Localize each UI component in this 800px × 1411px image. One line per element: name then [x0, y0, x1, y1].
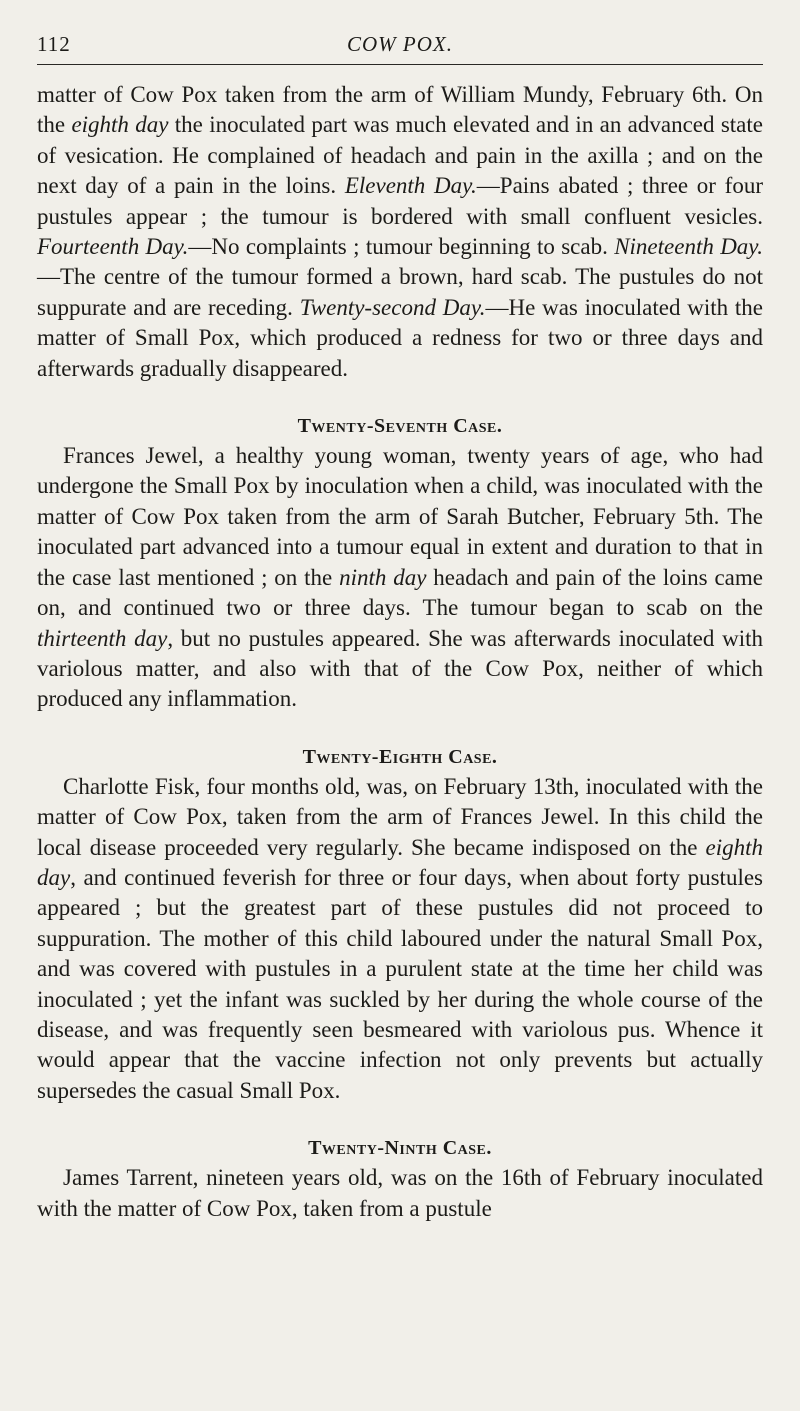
italic-phrase: ninth day: [339, 564, 427, 590]
italic-phrase: Nineteenth Day.: [614, 234, 763, 260]
italic-phrase: eighth day: [71, 112, 169, 138]
running-head: COW POX.: [347, 32, 453, 56]
body-text: [37, 80, 763, 1224]
paragraph: Frances Jewel, a healthy young woman, twenty years of age, who had undergone the Small Pox by inoculation when a child, was inoculated with the matter of Cow Pox taken from the arm of Sarah Butcher, February 5th. The inoculated part advanced into a tumour equal in extent and duration to that in the case last mentioned ; on the ninth day headach and pain of the loins came on, and continued two or three days. The tumour began to scab on the thirteenth day, but no pustules appeared. She was afterwards inoculated with variolous matter, and also with that of the Cow Pox, neither of which produced any inflammation.: [37, 443, 763, 712]
case-heading: Twenty-Seventh Case.: [297, 415, 503, 438]
italic-phrase: thirteenth day: [37, 625, 168, 651]
page-number: 112: [37, 32, 71, 56]
paragraph: James Tarrent, nineteen years old, was on the 16th of February inoculated with the matter of Cow Pox, taken from a pustule: [37, 1165, 763, 1221]
italic-phrase: eighth day: [37, 834, 763, 890]
italic-phrase: Fourteenth Day.: [37, 234, 189, 260]
page-header: [37, 28, 763, 65]
paragraph: Charlotte Fisk, four months old, was, on February 13th, inoculated with the matter of Cow Pox, taken from the arm of Frances Jewel. In this child the local disease proceeded very regularly. She became indisposed on the eighth day, and continued feverish for three or four days, when about forty pustules appeared ; but the greatest part of these pustules did not proceed to suppuration. The mother of this child laboured under the natural Small Pox, and was covered with pustules in a purulent state at the time her child was inoculated ; yet the infant was suckled by her during the whole course of the disease, and was frequently seen besmeared with variolous pus. Whence it would appear that the vaccine infection not only prevents but actually supersedes the casual Small Pox.: [37, 773, 763, 1103]
paragraph: matter of Cow Pox taken from the arm of William Mundy, February 6th. On the eighth day the inoculated part was much elevated and in an advanced state of vesication. He complained of headach and pain in the axilla ; and on the next day of a pain in the loins. Eleventh Day.—Pains abated ; three or four pustules appear ; the tumour is bordered with small confluent vesicles. Fourteenth Day.—No complaints ; tumour beginning to scab. Nineteenth Day.—The centre of the tumour formed a brown, hard scab. The pustules do not suppurate and are receding. Twenty-second Day.—He was inoculated with the matter of Small Pox, which produced a redness for two or three days and afterwards gradually disappeared.: [37, 82, 763, 381]
case-heading: Twenty-Ninth Case.: [308, 1137, 492, 1160]
italic-phrase: Eleventh Day.: [344, 173, 477, 199]
case-heading: Twenty-Eighth Case.: [302, 745, 498, 768]
italic-phrase: Twenty-second Day.: [299, 294, 486, 320]
